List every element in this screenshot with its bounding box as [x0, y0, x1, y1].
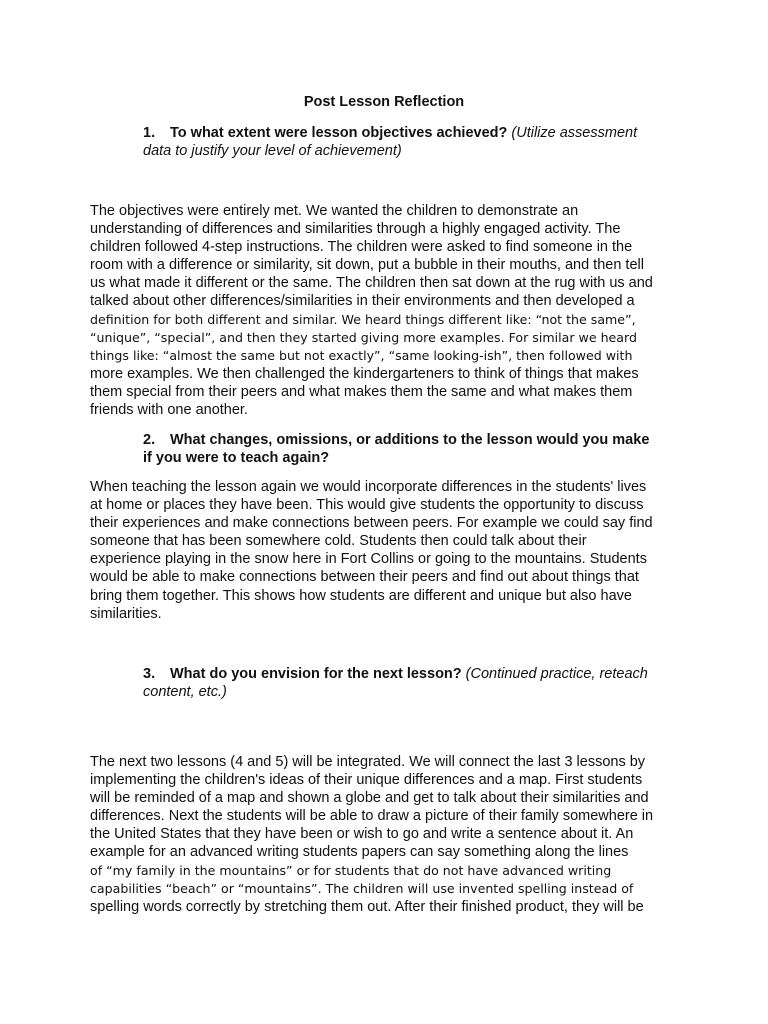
answer-3-line: example for an advanced writing students papers can say something along the lines: [90, 844, 629, 861]
question-1-note-line2: data to justify your level of achievement): [143, 143, 402, 160]
question-3-number: 3.: [143, 666, 156, 682]
answer-2-line: someone that has been somewhere cold. Students then could talk about their: [90, 533, 587, 550]
answer-2-line: bring them together. This shows how students are different and unique but also have: [90, 587, 632, 604]
answer-1-line: them special from their peers and what makes them the same and what makes them: [90, 383, 633, 400]
answer-1-line: room with a difference or similarity, sit down, put a bubble in their mouths, and then tell: [90, 257, 644, 274]
answer-1-line: more examples. We then challenged the kindergarteners to think of things that makes: [90, 365, 639, 382]
answer-3-line: capabilities “beach” or “mountains”. The children will use invented spelling instead of: [90, 880, 634, 896]
question-3-text: What do you envision for the next lesson?: [170, 666, 462, 682]
question-2-text-line1: What changes, omissions, or additions to the lesson would you make: [170, 432, 650, 448]
answer-1-line: things like: “almost the same but not exactly”, “same looking-ish”, then followed with: [90, 347, 633, 363]
answer-2-paragraph: [90, 478, 680, 623]
question-2: [143, 431, 663, 467]
question-2-text-line2: if you were to teach again?: [143, 450, 330, 467]
question-3-note-line1: (Continued practice, reteach: [465, 666, 648, 682]
answer-2-line: experience playing in the snow here in Fort Collins or going to the mountains. Students: [90, 551, 647, 568]
answer-3-line: differences. Next the students will be able to draw a picture of their family somewhere in: [90, 808, 654, 825]
question-1-number: 1.: [143, 125, 156, 141]
answer-3-line: implementing the children's ideas of their unique differences and a map. First students: [90, 772, 643, 789]
question-1: [143, 124, 663, 160]
answer-1-line: understanding of differences and similarities through a highly engaged activity. The: [90, 221, 621, 238]
answer-1-line: children followed 4-step instructions. The children were asked to find someone in the: [90, 239, 633, 256]
answer-3-line: the United States that they have been or wish to go and write a sentence about it. An: [90, 826, 634, 843]
answer-3-paragraph: [90, 753, 680, 916]
answer-1-paragraph: [90, 202, 680, 419]
answer-3-line: spelling words correctly by stretching them out. After their finished product, they will be: [90, 898, 644, 915]
question-3-note-line2: content, etc.): [143, 684, 227, 701]
answer-1-line: us what made it different or the same. The children then sat down at the rug with us and: [90, 275, 653, 292]
answer-1-line: friends with one another.: [90, 402, 248, 419]
answer-3-line: The next two lessons (4 and 5) will be integrated. We will connect the last 3 lessons by: [90, 754, 646, 770]
answer-2-line: When teaching the lesson again we would incorporate differences in the students' lives: [90, 479, 647, 495]
answer-1-line: “unique”, “special”, and then they started giving more examples. For similar we heard: [90, 329, 637, 345]
answer-3-line: will be reminded of a map and shown a globe and get to talk about their similarities and: [90, 790, 649, 807]
question-1-note-line1: (Utilize assessment: [511, 125, 638, 141]
question-3: [143, 665, 663, 701]
answer-2-line: similarities.: [90, 605, 162, 622]
answer-3-line: of “my family in the mountains” or for students that do not have advanced writing: [90, 862, 612, 878]
page-title: Post Lesson Reflection: [303, 94, 465, 110]
answer-2-line: would be able to make connections between their peers and find out about things that: [90, 569, 639, 586]
question-2-number: 2.: [143, 432, 156, 448]
answer-1-line: talked about other differences/similarities in their environments and then developed a: [90, 293, 635, 310]
answer-2-line: their experiences and make connections between peers. For example we could say find: [90, 515, 653, 532]
answer-1-line: definition for both different and similar. We heard things different like: “not the same”,: [90, 311, 636, 327]
answer-1-line: The objectives were entirely met. We wanted the children to demonstrate an: [90, 203, 579, 219]
answer-2-line: at home or places they have been. This would give students the opportunity to discuss: [90, 497, 644, 514]
question-1-text: To what extent were lesson objectives achieved?: [170, 125, 508, 141]
